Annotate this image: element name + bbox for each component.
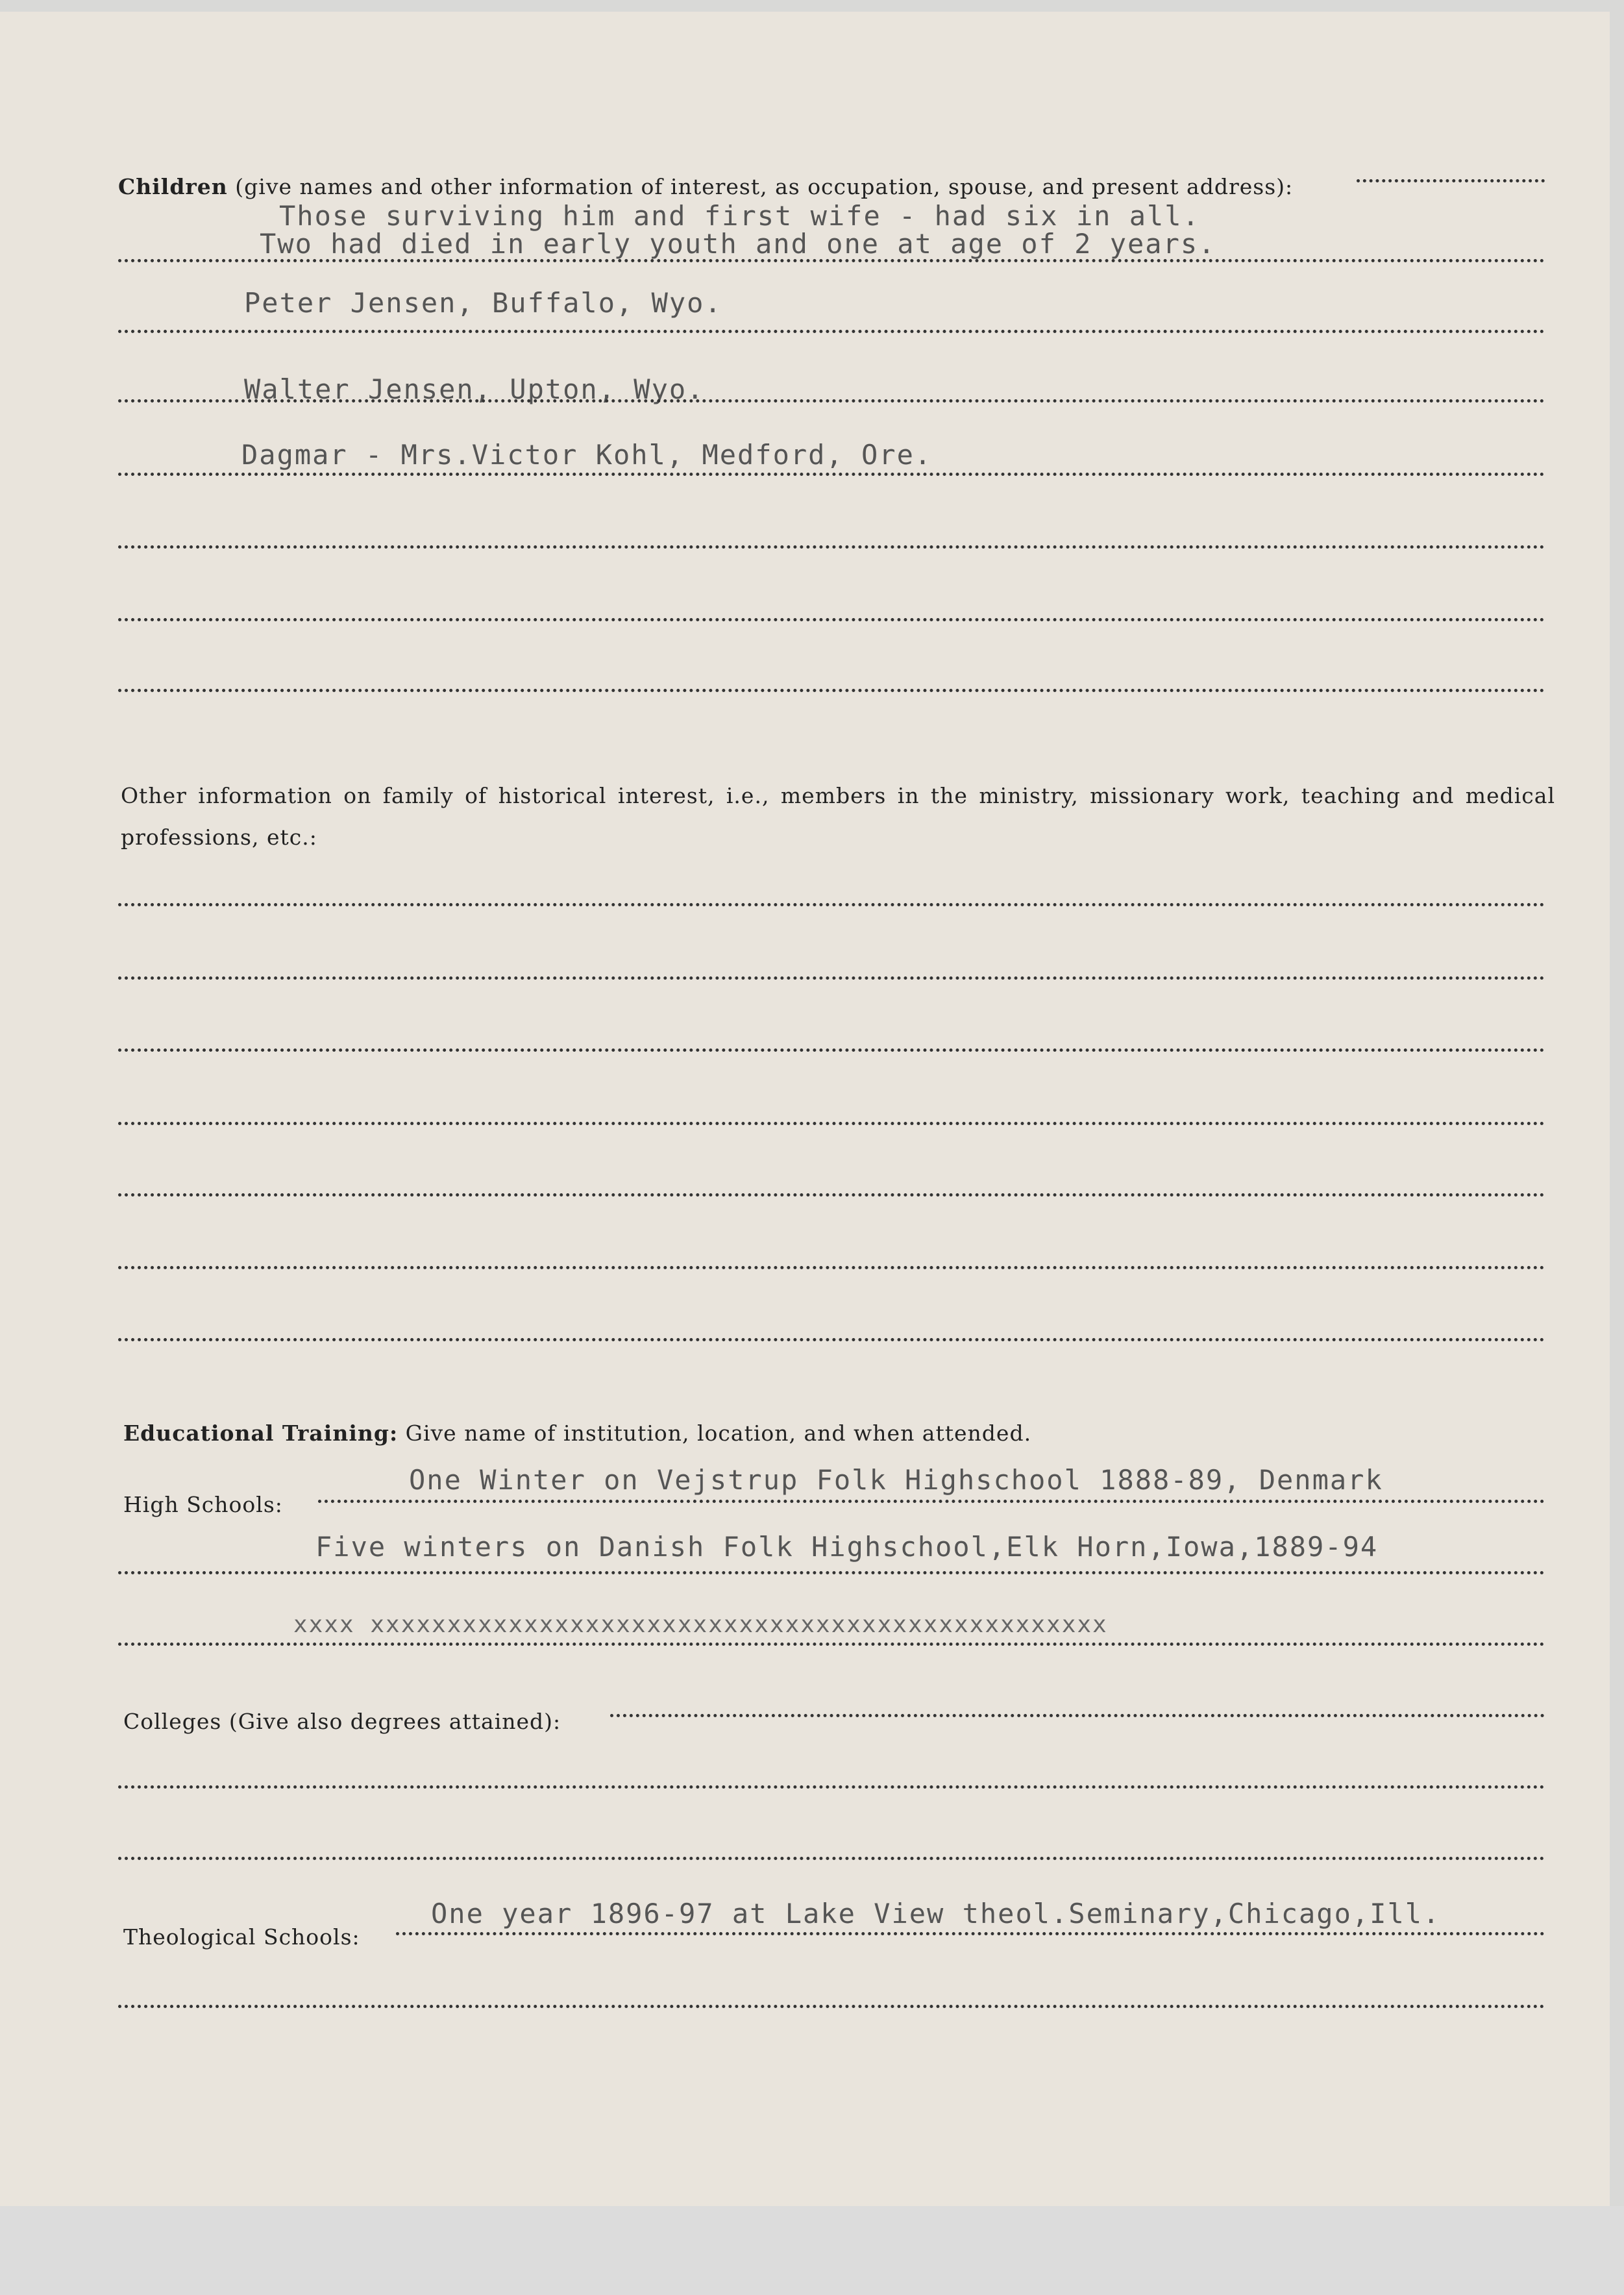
dotted-line[interactable] bbox=[396, 1932, 1545, 1935]
dotted-line[interactable] bbox=[118, 2005, 1545, 2008]
colleges-label: Colleges (Give also degrees attained): bbox=[123, 1709, 561, 1734]
high-school-line-2: Five winters on Danish Folk Highschool,Elk Horn,Iowa,1889-94 bbox=[315, 1531, 1379, 1563]
education-heading-rest: Give name of institution, location, and when attended. bbox=[405, 1420, 1032, 1446]
children-label bbox=[118, 174, 1293, 199]
child-line-2: Two had died in early youth and one at age of 2 years. bbox=[260, 228, 1216, 260]
education-heading-bold: Educational Training: bbox=[123, 1420, 399, 1446]
dotted-line[interactable] bbox=[118, 1643, 1545, 1646]
dotted-line[interactable] bbox=[118, 1266, 1545, 1269]
dotted-line[interactable] bbox=[118, 1571, 1545, 1574]
theological-label: Theological Schools: bbox=[123, 1924, 360, 1950]
child-line-4: Walter Jensen, Upton, Wyo. bbox=[244, 373, 705, 405]
dotted-line[interactable] bbox=[118, 1122, 1545, 1125]
dotted-line[interactable] bbox=[118, 689, 1545, 692]
dotted-line[interactable] bbox=[118, 473, 1545, 476]
child-line-5: Dagmar - Mrs.Victor Kohl, Medford, Ore. bbox=[241, 439, 933, 471]
children-label-rest: (give names and other information of interest, as occupation, spouse, and present address): bbox=[235, 174, 1294, 199]
children-label-bold: Children bbox=[118, 174, 228, 199]
dotted-line[interactable] bbox=[118, 903, 1545, 906]
other-info-label: Other information on family of historical interest, i.e., members in the ministry, missionary work, teaching and medical professions, etc.: bbox=[121, 783, 1555, 850]
scan-background bbox=[0, 2206, 1624, 2295]
dotted-line[interactable] bbox=[318, 1500, 1545, 1503]
dotted-line[interactable] bbox=[118, 1785, 1545, 1789]
dotted-line[interactable] bbox=[118, 1857, 1545, 1860]
dotted-line[interactable] bbox=[118, 1193, 1545, 1197]
high-school-line-1: One Winter on Vejstrup Folk Highschool 1888-89, Denmark bbox=[409, 1464, 1383, 1496]
dotted-line[interactable] bbox=[118, 976, 1545, 980]
theological-line: One year 1896-97 at Lake View theol.Seminary,Chicago,Ill. bbox=[431, 1898, 1441, 1929]
dotted-line[interactable] bbox=[118, 1338, 1545, 1341]
high-school-line-struck: xxxx xxxxxxxxxxxxxxxxxxxxxxxxxxxxxxxxxxxxxxxxxxxxxxxx bbox=[293, 1611, 1108, 1638]
dotted-line[interactable] bbox=[118, 1048, 1545, 1052]
dotted-line[interactable] bbox=[610, 1714, 1545, 1717]
education-heading bbox=[123, 1420, 1031, 1446]
high-schools-label: High Schools: bbox=[123, 1492, 283, 1517]
dotted-line[interactable] bbox=[118, 399, 1545, 403]
child-line-3: Peter Jensen, Buffalo, Wyo. bbox=[244, 287, 722, 319]
dotted-line[interactable] bbox=[118, 618, 1545, 621]
dotted-line[interactable] bbox=[1357, 179, 1545, 182]
child-line-1: Those surviving him and first wife - had six in all. bbox=[279, 200, 1200, 232]
dotted-line[interactable] bbox=[118, 259, 1545, 262]
form-page bbox=[0, 12, 1610, 2206]
dotted-line[interactable] bbox=[118, 330, 1545, 333]
dotted-line[interactable] bbox=[118, 545, 1545, 549]
